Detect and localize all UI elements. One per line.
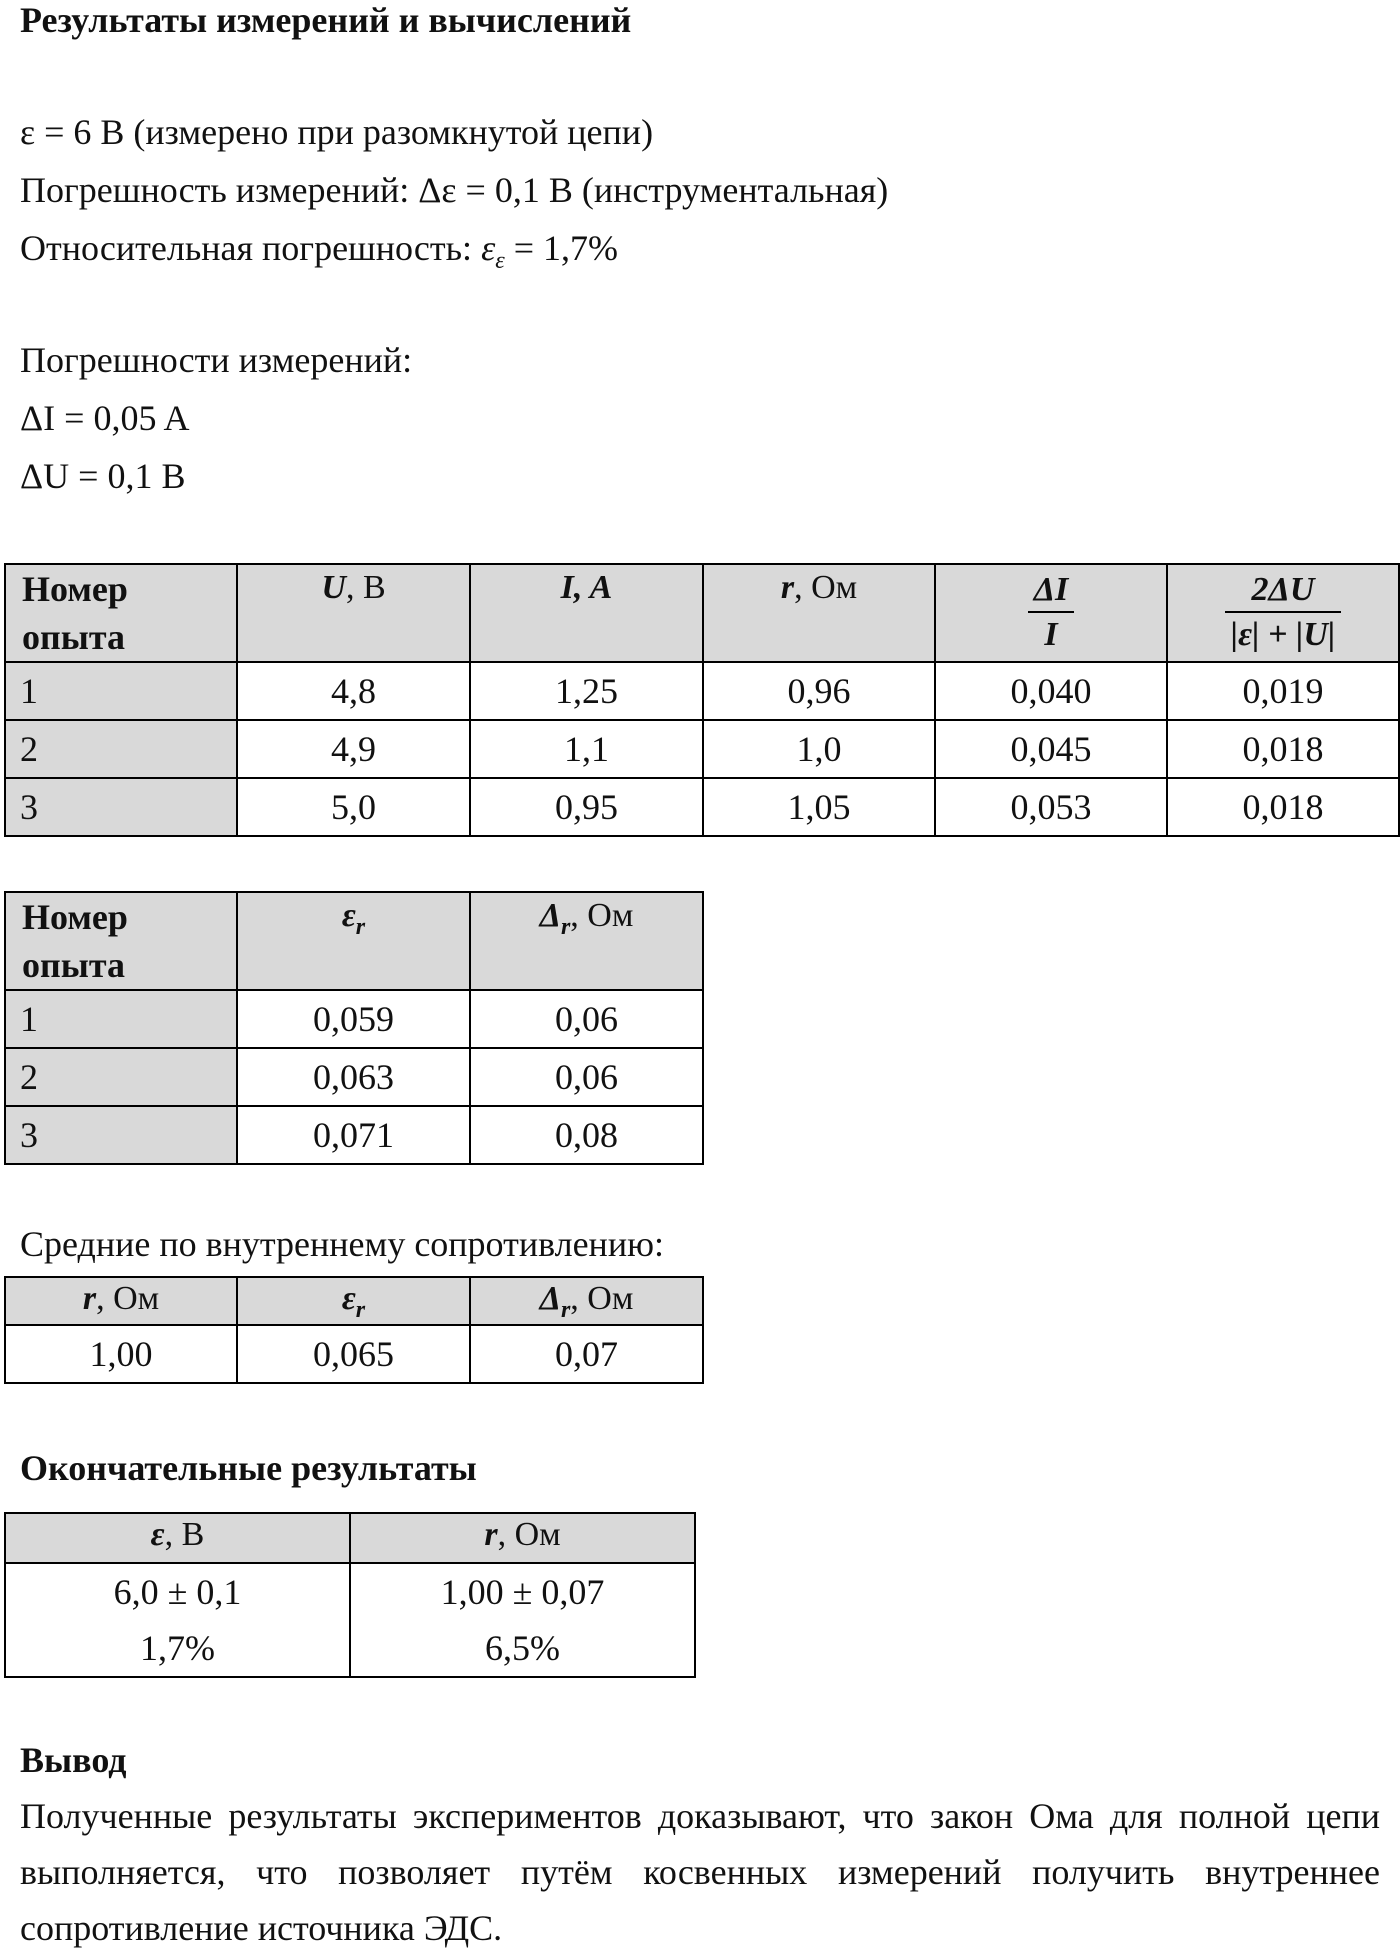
table-row <box>5 1048 703 1106</box>
header-emf <box>5 1513 350 1563</box>
absolute-error-subscript: r <box>560 1296 571 1323</box>
cell-average-resistance: 1,00 <box>5 1325 237 1383</box>
header-resistance <box>5 1277 237 1325</box>
header-voltage-ratio <box>1167 564 1399 662</box>
cell-current: 1,1 <box>470 720 703 778</box>
measurements-table <box>4 563 1400 837</box>
voltage-ratio-fraction <box>1225 569 1342 657</box>
cell-current: 0,95 <box>470 778 703 836</box>
header-number-line2: опыта <box>22 617 125 657</box>
averages-label: Средние по внутреннему сопротивлению: <box>20 1224 664 1264</box>
emf-error-line: Погрешность измерений: Δε = 0,1 В (инструментальная) <box>20 170 889 210</box>
relative-error-subscript: r <box>355 913 366 940</box>
emf-relative-error-line <box>20 226 618 283</box>
cell-voltage: 5,0 <box>237 778 470 836</box>
cell-current: 1,25 <box>470 662 703 720</box>
relative-error-label: Относительная погрешность: <box>20 228 482 268</box>
cell-absolute-error: 0,08 <box>470 1106 703 1164</box>
relative-error-subscript: ε <box>495 248 505 275</box>
averages-table <box>4 1276 704 1384</box>
current-ratio-denominator: I <box>1028 611 1075 657</box>
cell-number: 3 <box>5 778 237 836</box>
absolute-error-unit: , Ом <box>570 897 634 934</box>
final-results-heading: Окончательные результаты <box>20 1448 477 1488</box>
cell-resistance: 1,0 <box>703 720 935 778</box>
cell-current-ratio: 0,045 <box>935 720 1167 778</box>
absolute-error-subscript: r <box>560 913 571 940</box>
cell-relative-error: 0,071 <box>237 1106 470 1164</box>
cell-resistance: 1,05 <box>703 778 935 836</box>
cell-voltage-ratio: 0,018 <box>1167 720 1399 778</box>
relative-error-symbol: ε <box>341 1280 356 1317</box>
relative-error-value: = 1,7% <box>504 228 619 268</box>
voltage-unit: , В <box>345 569 386 606</box>
cell-relative-error: 0,059 <box>237 990 470 1048</box>
voltage-ratio-denominator: |ε| + |U| <box>1225 611 1342 657</box>
resistance-unit: , Ом <box>794 569 858 606</box>
header-absolute-error <box>470 1277 703 1325</box>
final-results-table <box>4 1512 696 1678</box>
header-voltage <box>237 564 470 662</box>
relative-error-symbol: ε <box>481 228 496 268</box>
current-ratio-fraction <box>1028 569 1075 657</box>
header-resistance <box>350 1513 695 1563</box>
cell-voltage-ratio: 0,018 <box>1167 778 1399 836</box>
cell-final-resistance <box>350 1563 695 1677</box>
cell-average-absolute-error: 0,07 <box>470 1325 703 1383</box>
cell-voltage: 4,8 <box>237 662 470 720</box>
conclusion-heading: Вывод <box>20 1740 127 1780</box>
cell-absolute-error: 0,06 <box>470 1048 703 1106</box>
cell-number: 1 <box>5 662 237 720</box>
table-header-row <box>5 1513 695 1563</box>
cell-absolute-error: 0,06 <box>470 990 703 1048</box>
cell-voltage: 4,9 <box>237 720 470 778</box>
table-row <box>5 990 703 1048</box>
header-number-line1: Номер <box>22 569 128 609</box>
current-symbol: I, A <box>560 569 613 606</box>
header-relative-error <box>237 892 470 990</box>
header-absolute-error <box>470 892 703 990</box>
header-number-line2: опыта <box>22 945 125 985</box>
resistance-unit: , Ом <box>497 1516 561 1553</box>
voltage-ratio-numerator: 2ΔU <box>1251 571 1315 608</box>
conclusion-text: Полученные результаты экспериментов доказывают, что закон Ома для полной цепи выполняется, что позволяет путём косвенных измерений получить внутреннее сопротивление источника ЭДС. <box>20 1796 1380 1948</box>
emf-value-line: ε = 6 В (измерено при разомкнутой цепи) <box>20 112 654 152</box>
current-ratio-numerator: ΔI <box>1033 571 1069 608</box>
table-row <box>5 1325 703 1383</box>
absolute-error-unit: , Ом <box>570 1280 634 1317</box>
cell-current-ratio: 0,040 <box>935 662 1167 720</box>
cell-number: 1 <box>5 990 237 1048</box>
table-header-row <box>5 892 703 990</box>
resistance-symbol: r <box>780 569 795 606</box>
cell-relative-error: 0,063 <box>237 1048 470 1106</box>
voltage-error-line: ΔU = 0,1 В <box>20 456 186 496</box>
resistance-unit: , Ом <box>96 1280 160 1317</box>
cell-average-relative-error: 0,065 <box>237 1325 470 1383</box>
emf-unit: , В <box>164 1516 205 1553</box>
header-resistance <box>703 564 935 662</box>
final-emf-value: 6,0 ± 0,1 <box>113 1572 242 1612</box>
header-relative-error <box>237 1277 470 1325</box>
current-error-line: ΔI = 0,05 A <box>20 398 190 438</box>
header-experiment-number <box>5 564 237 662</box>
table-header-row <box>5 564 1399 662</box>
header-number-line1: Номер <box>22 897 128 937</box>
errors-label: Погрешности измерений: <box>20 340 413 380</box>
table-row <box>5 662 1399 720</box>
cell-resistance: 0,96 <box>703 662 935 720</box>
absolute-error-symbol: Δ <box>539 1280 561 1317</box>
final-resistance-value: 1,00 ± 0,07 <box>440 1572 605 1612</box>
table-row <box>5 778 1399 836</box>
relative-error-table <box>4 891 704 1165</box>
header-current-ratio <box>935 564 1167 662</box>
header-experiment-number <box>5 892 237 990</box>
resistance-symbol: r <box>484 1516 498 1553</box>
absolute-error-symbol: Δ <box>539 897 561 934</box>
table-header-row <box>5 1277 703 1325</box>
cell-current-ratio: 0,053 <box>935 778 1167 836</box>
header-current <box>470 564 703 662</box>
cell-number: 2 <box>5 1048 237 1106</box>
cell-voltage-ratio: 0,019 <box>1167 662 1399 720</box>
emf-symbol: ε <box>150 1516 165 1553</box>
final-emf-relative: 1,7% <box>140 1628 215 1668</box>
cell-number: 2 <box>5 720 237 778</box>
table-row <box>5 1106 703 1164</box>
table-row <box>5 720 1399 778</box>
relative-error-symbol: ε <box>341 897 356 934</box>
final-resistance-relative: 6,5% <box>485 1628 560 1668</box>
resistance-symbol: r <box>82 1280 97 1317</box>
page-title: Результаты измерений и вычислений <box>20 0 632 40</box>
cell-number: 3 <box>5 1106 237 1164</box>
table-row <box>5 1563 695 1677</box>
voltage-symbol: U <box>321 569 346 606</box>
relative-error-subscript: r <box>355 1296 366 1323</box>
cell-final-emf <box>5 1563 350 1677</box>
